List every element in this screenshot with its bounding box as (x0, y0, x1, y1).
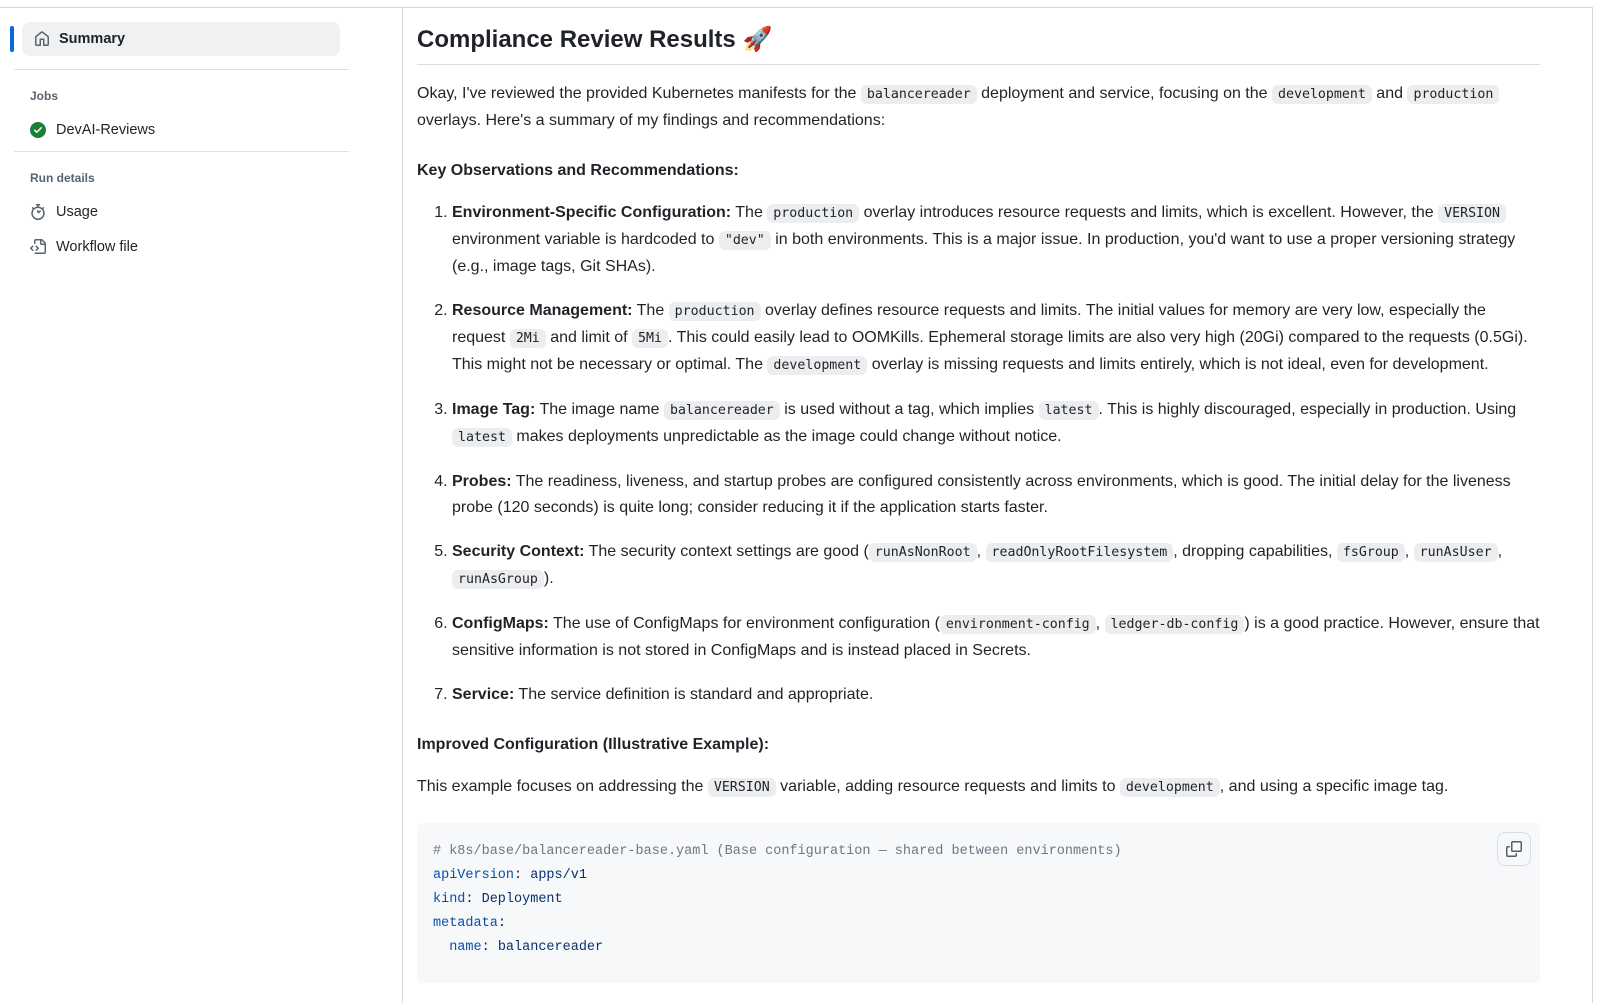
sidebar-item-usage[interactable] (30, 204, 372, 220)
sidebar-item-label: Usage (56, 204, 98, 220)
yaml-code-block (417, 823, 1540, 983)
sidebar-item-workflow-file[interactable] (30, 239, 372, 255)
run-details-section-header: Run details (30, 171, 95, 185)
yaml-code: # k8s/base/balancereader-base.yaml (Base configuration — shared between environments) apiVersion: apps/v1 kind: Deployment metadata: name: balancereader (433, 844, 1122, 955)
job-name: DevAI-Reviews (56, 122, 156, 138)
observations-list (417, 200, 1540, 708)
home-icon (34, 31, 50, 47)
main-content (403, 8, 1592, 1003)
list-item: 7. Service: The service definition is standard and appropriate. (452, 682, 1540, 708)
intro-paragraph: Okay, I've reviewed the provided Kubernetes manifests for the balancereader deployment and service, focusing on the development and production overlays. Here's a summary of my findings and recommendations: (417, 81, 1540, 134)
stopwatch-icon (30, 204, 46, 220)
list-item: 2. Resource Management: The production overlay defines resource requests and limits. The initial values for memory are very low, especially the request 2Mi and limit of 5Mi . This could easily lead to OOMKills. Ephemeral storage limits are also very high (20Gi) compared to the requests (0.5Gi). This might not be necessary or optimal. The development overlay is missing requests and limits entirely, which is not ideal, even for development. (452, 298, 1540, 379)
sidebar (0, 8, 403, 1003)
sidebar-item-job-devai-reviews[interactable] (30, 122, 372, 138)
example-intro-paragraph: This example focuses on addressing the VERSION variable, adding resource requests and limits to development , and using a specific image tag. (417, 778, 1449, 795)
sidebar-divider (14, 151, 349, 152)
copy-icon (1506, 841, 1522, 857)
sidebar-item-label: Summary (59, 31, 126, 47)
file-code-icon (30, 239, 46, 255)
observations-heading: Key Observations and Recommendations: (417, 162, 739, 179)
list-item: 4. Probes: The readiness, liveness, and startup probes are configured consistently across environments, which is good. The initial delay for the liveness probe (120 seconds) is quite long; consider reducing it if the application starts faster. (452, 469, 1540, 521)
active-indicator (10, 26, 14, 52)
improved-config-heading: Improved Configuration (Illustrative Example): (417, 736, 770, 753)
sidebar-item-summary[interactable] (22, 22, 340, 56)
copy-button[interactable] (1497, 832, 1531, 866)
sidebar-item-label: Workflow file (56, 239, 138, 255)
run-summary-page (0, 7, 1593, 1003)
sidebar-divider (14, 69, 349, 70)
page-title: Compliance Review Results 🚀 (417, 24, 1540, 65)
list-item: 6. ConfigMaps: The use of ConfigMaps for environment configuration ( environment-config , ledger-db-config ) is a good practice. However, ensure that sensitive information is not stored in ConfigMaps and is instead placed in Secrets. (452, 611, 1540, 664)
list-item: 1. Environment-Specific Configuration: The production overlay introduces resource requests and limits, which is excellent. However, the VERSION environment variable is hardcoded to "dev" in both environments. This is a major issue. In production, you'd want to use a proper versioning strategy (e.g., image tags, Git SHAs). (452, 200, 1540, 280)
list-item: 3. Image Tag: The image name balancereader is used without a tag, which implies latest . This is highly discouraged, especially in production. Using latest makes deployments unpredictable as the image could change without notice. (452, 397, 1540, 451)
list-item: 5. Security Context: The security context settings are good ( runAsNonRoot , readOnlyRootFilesystem , dropping capabilities, fsGroup , runAsUser , runAsGroup ). (452, 539, 1540, 593)
check-circle-icon (30, 122, 46, 138)
jobs-section-header: Jobs (30, 89, 59, 103)
